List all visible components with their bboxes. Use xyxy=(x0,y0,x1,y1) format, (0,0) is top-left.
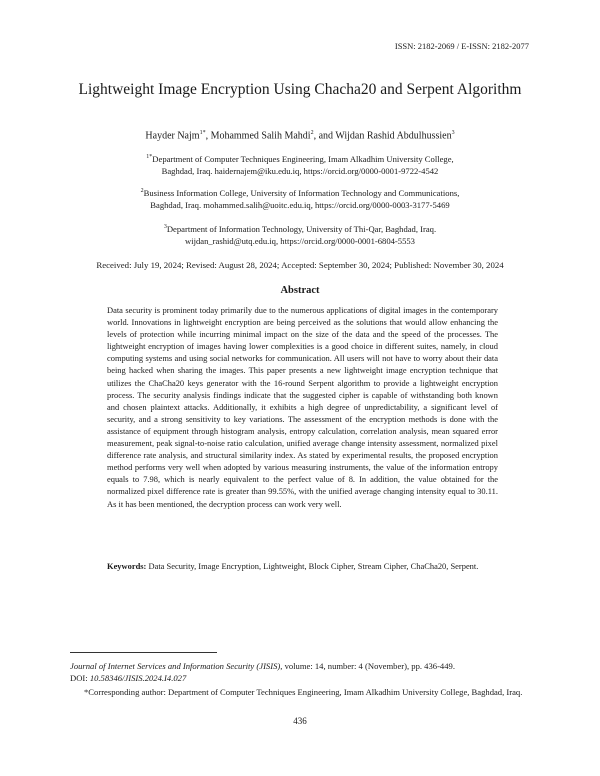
footnote-divider xyxy=(70,652,217,653)
paper-title: Lightweight Image Encryption Using Chacha20 and Serpent Algorithm xyxy=(78,81,522,98)
journal-name: Journal of Internet Services and Information Security (JISIS) xyxy=(70,661,281,671)
keywords-label: Keywords: xyxy=(107,561,147,571)
abstract-text: Data security is prominent today primarily due to the numerous applications of digital images in the contemporary world. Innovations in lightweight encryption are being perceived as the solutions that would allow enhancing the levels of protection while incurring minimal impact on the size of the data and the speed of the processes. The lightweight encryption of images having lower complexities is a good choice in different suites, namely, in cloud computing systems and using social networks for communication. All users will not have to worry about their data being hacked when sharing the images. This paper presents a new lightweight image encryption technique that utilizes the ChaCha20 keys generator with the 16-round Serpent algorithm to provide a lightweight encryption process. The security analysis findings indicate that the suggested cipher is capable of withstanding both known and chosen plaintext attacks. Additionally, it exhibits a high degree of unpredictability, a significant level of security, and a strong sensitivity to key variations. The assessment of the encryption methods is done with the assistance of equipment through histogram analysis, entropy calculation, correlation analysis, mean squared error measurement, peak signal-to-noise ratio calculation, unified average change intensity assessment, normalized pixel difference rate analysis, and structural similarity index. As stated by experimental results, the proposed encryption method performs very well when adopted by various measuring instruments, the value of the information entropy equals to 7.98, which is nearly equivalent to the perfect value of 8. In addition, the value obtained for the normalized pixel difference rate is greater than 99.55%, with the unified average changing intensity equal to 30.11. As it has been mentioned, the decryption process can work very well. xyxy=(107,305,498,509)
author-name: Hayder Najm xyxy=(145,130,200,142)
affiliation-sup: 3 xyxy=(163,224,167,230)
affiliation-1 xyxy=(90,151,510,177)
author-name: Wijdan Rashid Abdulhussien xyxy=(335,130,452,142)
author-separator: , and xyxy=(313,130,336,142)
issn-header: ISSN: 2182-2069 / E-ISSN: 2182-2077 xyxy=(394,41,529,51)
doi-label: DOI: xyxy=(70,673,90,683)
affiliation-line: Department of Information Technology, University of Thi-Qar, Baghdad, Iraq. xyxy=(166,223,437,234)
author-list xyxy=(40,130,560,141)
author-sup: 2 xyxy=(310,130,314,136)
affiliation-line: Department of Computer Techniques Engineering, Imam Alkadhim University College, xyxy=(152,153,454,164)
affiliation-line: Business Information College, University of Information Technology and Communications, xyxy=(143,187,460,198)
corresponding-author-note: *Corresponding author: Department of Computer Techniques Engineering, Imam Alkadhim University College, Baghdad, Iraq. xyxy=(84,687,523,697)
journal-citation xyxy=(70,660,530,672)
affiliation-sup: 1* xyxy=(146,154,153,160)
publication-dates: Received: July 19, 2024; Revised: August 28, 2024; Accepted: September 30, 2024; Published: November 30, 2024 xyxy=(96,260,504,270)
journal-details: , volume: 14, number: 4 (November), pp. 436-449. xyxy=(280,661,455,671)
author-name: Mohammed Salih Mahdi xyxy=(210,130,311,142)
affiliation-2 xyxy=(90,185,510,211)
keywords-text: Data Security, Image Encryption, Lightweight, Block Cipher, Stream Cipher, ChaCha20, Serpent. xyxy=(146,561,479,571)
keywords xyxy=(107,560,498,572)
affiliation-sup: 2 xyxy=(140,188,144,194)
abstract-heading: Abstract xyxy=(280,285,320,296)
affiliation-line: Baghdad, Iraq. mohammed.salih@uoitc.edu.iq, https://orcid.org/0000-0003-3177-5469 xyxy=(150,199,450,210)
author-sup: 1* xyxy=(199,130,206,136)
author-separator: , xyxy=(205,130,211,142)
affiliation-line: wijdan_rashid@utq.edu.iq, https://orcid.org/0000-0001-6804-5553 xyxy=(185,235,415,246)
affiliation-3 xyxy=(90,221,510,247)
page-number: 436 xyxy=(293,716,307,726)
affiliation-line: Baghdad, Iraq. haidernajem@iku.edu.iq, https://orcid.org/0000-0001-9722-4542 xyxy=(161,165,439,176)
author-sup: 3 xyxy=(451,130,455,136)
doi-link[interactable]: 10.58346/JISIS.2024.I4.027 xyxy=(89,673,187,683)
doi-line xyxy=(70,672,530,684)
